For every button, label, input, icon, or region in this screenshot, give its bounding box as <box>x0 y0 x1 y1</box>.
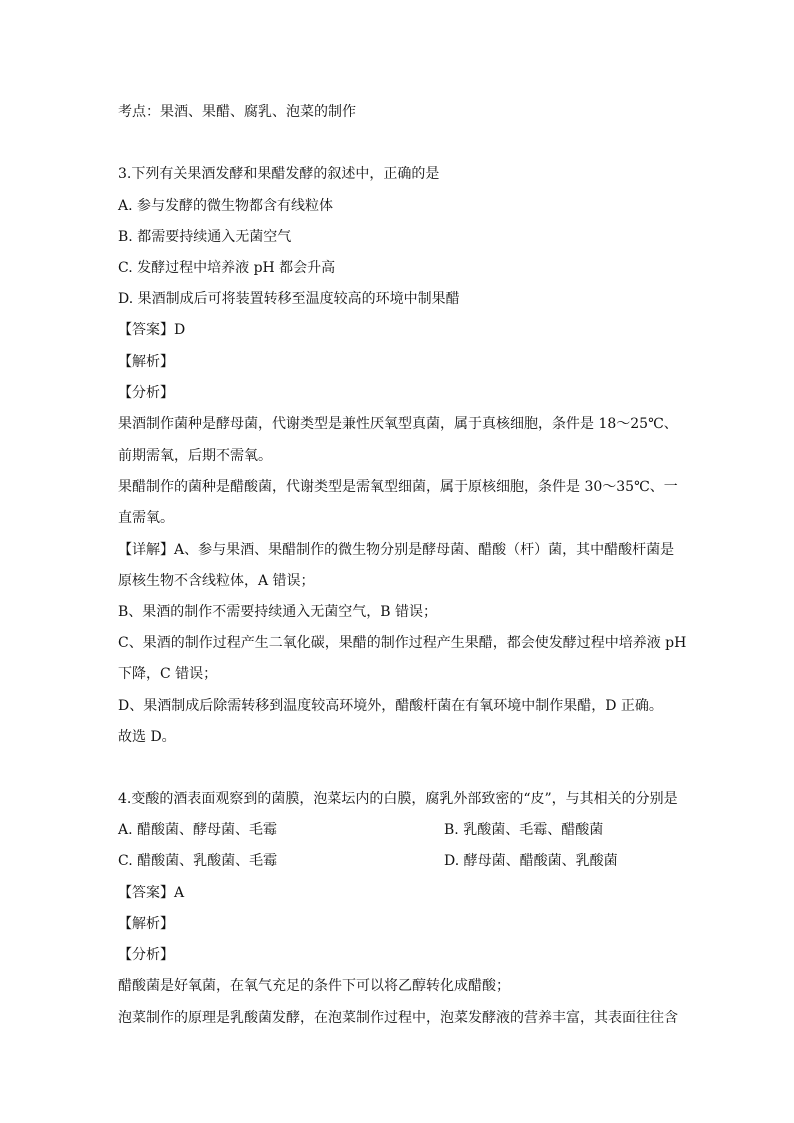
q3-option-d: D. 果酒制成后可将装置转移至温度较高的环境中制果醋 <box>118 291 460 307</box>
q4-fenxi-heading: 【分析】 <box>118 947 174 963</box>
q4-analysis-line: 泡菜制作的原理是乳酸菌发酵，在泡菜制作过程中，泡菜发酵液的营养丰富，其表面往往含 <box>118 1010 678 1026</box>
q3-option-c: C. 发酵过程中培养液 pH 都会升高 <box>118 260 336 276</box>
q4-option-d: D. 酵母菌、醋酸菌、乳酸菌 <box>444 853 618 869</box>
q3-fenxi-heading: 【分析】 <box>118 385 174 401</box>
q3-option-a: A. 参与发酵的微生物都含有线粒体 <box>118 198 334 214</box>
q4-option-c: C. 醋酸菌、乳酸菌、毛霉 <box>118 853 278 869</box>
q4-option-a: A. 醋酸菌、酵母菌、毛霉 <box>118 822 278 838</box>
q4-analysis-line: 醋酸菌是好氧菌，在氧气充足的条件下可以将乙醇转化成醋酸； <box>118 978 510 994</box>
q3-analysis-line: 直需氧。 <box>118 510 174 526</box>
q3-stem: 3.下列有关果酒发酵和果醋发酵的叙述中，正确的是 <box>118 166 440 182</box>
q3-detail-line: 故选 D。 <box>118 729 176 745</box>
q3-analysis-line: 果酒制作菌种是酵母菌，代谢类型是兼性厌氧型真菌，属于真核细胞，条件是 18～25℃、 <box>118 416 678 432</box>
q4-option-b: B. 乳酸菌、毛霉、醋酸菌 <box>444 822 604 838</box>
q3-analysis-line: 果醋制作的菌种是醋酸菌，代谢类型是需氧型细菌，属于原核细胞，条件是 30～35℃、一 <box>118 479 678 495</box>
kaodian-line: 考点：果酒、果醋、腐乳、泡菜的制作 <box>118 104 356 120</box>
q4-jiexi-heading: 【解析】 <box>118 916 174 932</box>
q3-detail-line: 原核生物不含线粒体，A 错误； <box>118 573 315 589</box>
q3-option-b: B. 都需要持续通入无菌空气 <box>118 229 292 245</box>
q4-stem: 4.变酸的酒表面观察到的菌膜，泡菜坛内的白膜，腐乳外部致密的“皮”，与其相关的分别是 <box>118 791 678 807</box>
q4-answer: 【答案】A <box>118 885 185 901</box>
q3-jiexi-heading: 【解析】 <box>118 354 174 370</box>
q3-detail-line: D、果酒制成后除需转移到温度较高环境外，醋酸杆菌在有氧环境中制作果醋，D 正确。 <box>118 698 663 714</box>
q3-detail-line: B、果酒的制作不需要持续通入无菌空气，B 错误； <box>118 604 438 620</box>
q3-answer: 【答案】D <box>118 322 186 338</box>
q3-detail-line: 【详解】A、参与果酒、果醋制作的微生物分别是酵母菌、醋酸（杆）菌，其中醋酸杆菌是 <box>118 542 675 558</box>
q3-analysis-line: 前期需氧，后期不需氧。 <box>118 448 272 464</box>
q3-detail-line: C、果酒的制作过程产生二氧化碳，果醋的制作过程产生果醋，都会使发酵过程中培养液 pH <box>118 635 687 651</box>
q3-detail-line: 下降，C 错误； <box>118 666 218 682</box>
